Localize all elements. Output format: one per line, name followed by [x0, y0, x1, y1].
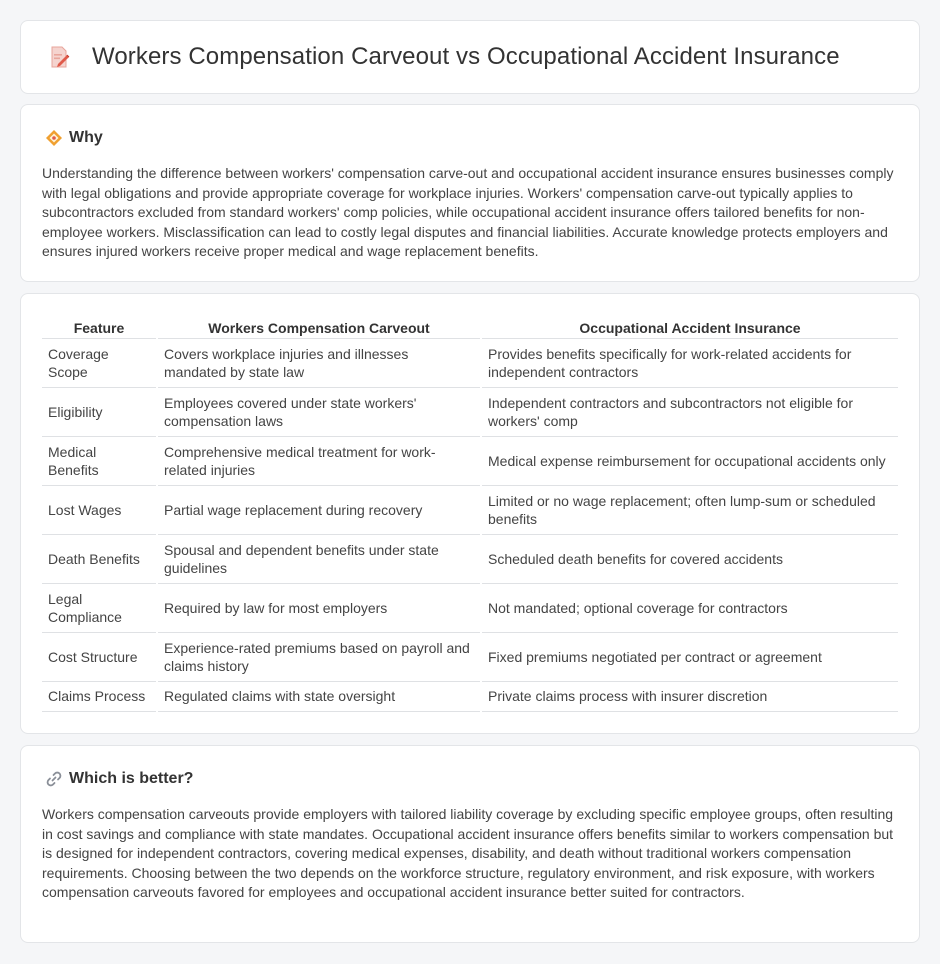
carveout-cell: Required by law for most employers — [157, 583, 481, 632]
which-is-better-title: Which is better? — [69, 770, 194, 787]
feature-cell: Eligibility — [42, 387, 157, 436]
carveout-cell: Spousal and dependent benefits under state guidelines — [157, 534, 481, 583]
why-section — [20, 104, 920, 282]
table-row — [42, 583, 898, 632]
link-icon — [45, 770, 63, 788]
header-card — [20, 20, 920, 94]
column-header-carveout: Workers Compensation Carveout — [157, 316, 481, 338]
occupational-cell: Fixed premiums negotiated per contract or agreement — [481, 632, 898, 681]
diamond-sign-icon — [45, 129, 63, 147]
occupational-cell: Medical expense reimbursement for occupational accidents only — [481, 436, 898, 485]
feature-cell: Cost Structure — [42, 632, 157, 681]
feature-cell: Legal Compliance — [42, 583, 157, 632]
feature-cell: Lost Wages — [42, 485, 157, 534]
occupational-cell: Independent contractors and subcontractors not eligible for workers' comp — [481, 387, 898, 436]
carveout-cell: Employees covered under state workers' compensation laws — [157, 387, 481, 436]
document-pencil-icon — [47, 45, 71, 69]
table-row — [42, 338, 898, 387]
feature-cell: Claims Process — [42, 681, 157, 711]
comparison-table — [42, 316, 898, 712]
feature-cell: Medical Benefits — [42, 436, 157, 485]
carveout-cell: Experience-rated premiums based on payroll and claims history — [157, 632, 481, 681]
occupational-cell: Not mandated; optional coverage for contractors — [481, 583, 898, 632]
table-row — [42, 681, 898, 711]
which-is-better-body: Workers compensation carveouts provide employers with tailored liability coverage by excluding specific employee groups, often resulting in cost savings and compliance with state mandates. Occupational accident insurance offers benefits similar to workers compensation but is designed for independent contractors, covering medical expenses, disability, and death without traditional workers compensation requirements. Choosing between the two depends on the workforce structure, regulatory environment, and risk exposure, with workers compensation carveouts favored for employees and occupational accident insurance better suited for contractors. — [42, 806, 894, 901]
table-row — [42, 485, 898, 534]
table-row — [42, 632, 898, 681]
why-title: Why — [69, 129, 103, 146]
page-title: Workers Compensation Carveout vs Occupational Accident Insurance — [92, 43, 840, 70]
feature-cell: Coverage Scope — [42, 338, 157, 387]
comparison-table-card — [20, 293, 920, 734]
feature-cell: Death Benefits — [42, 534, 157, 583]
column-header-feature: Feature — [42, 316, 157, 338]
carveout-cell: Regulated claims with state oversight — [157, 681, 481, 711]
which-is-better-section — [20, 745, 920, 943]
column-header-occupational: Occupational Accident Insurance — [481, 316, 898, 338]
occupational-cell: Provides benefits specifically for work-related accidents for independent contractors — [481, 338, 898, 387]
table-row — [42, 387, 898, 436]
carveout-cell: Covers workplace injuries and illnesses mandated by state law — [157, 338, 481, 387]
table-header-row — [42, 316, 898, 338]
occupational-cell: Private claims process with insurer discretion — [481, 681, 898, 711]
occupational-cell: Limited or no wage replacement; often lump-sum or scheduled benefits — [481, 485, 898, 534]
occupational-cell: Scheduled death benefits for covered accidents — [481, 534, 898, 583]
table-row — [42, 436, 898, 485]
carveout-cell: Comprehensive medical treatment for work-related injuries — [157, 436, 481, 485]
why-body: Understanding the difference between workers' compensation carve-out and occupational accident insurance ensures businesses comply with legal obligations and provide appropriate coverage for workplace injuries. Workers' compensation carve-out typically applies to subcontractors excluded from standard workers' comp policies, while occupational accident insurance offers tailored benefits for non-employee workers. Misclassification can lead to costly legal disputes and financial liabilities. Accurate knowledge protects employers and ensures injured workers receive proper medical and wage replacement benefits. — [42, 165, 894, 260]
table-row — [42, 534, 898, 583]
carveout-cell: Partial wage replacement during recovery — [157, 485, 481, 534]
